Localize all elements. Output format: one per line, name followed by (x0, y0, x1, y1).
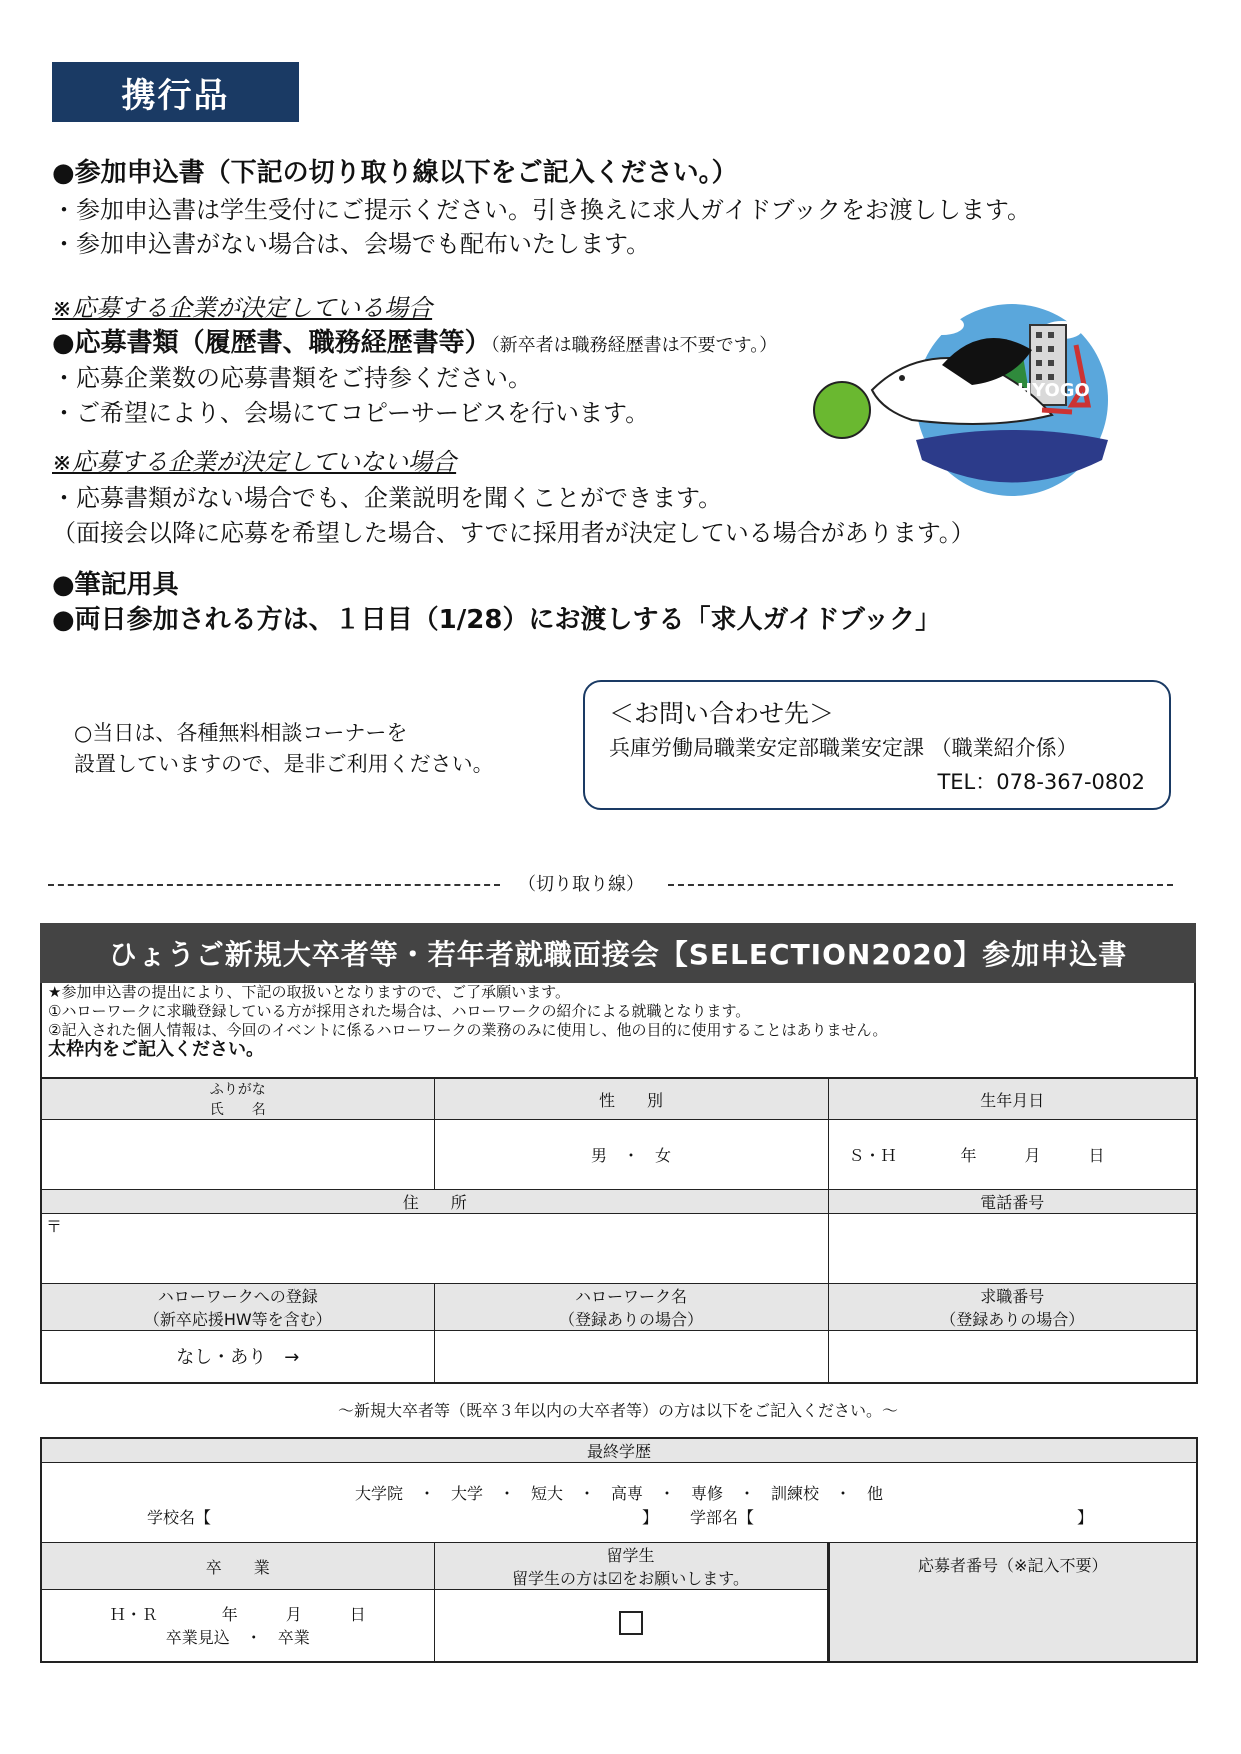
hw-name-sublabel: （登録ありの場合） (558, 1310, 703, 1329)
undecided-note: ※応募する企業が決定していない場合 (52, 448, 457, 476)
decided-note: ※応募する企業が決定している場合 (52, 294, 433, 322)
undecided-line-1: ・応募書類がない場合でも、企業説明を聞くことができます。 (52, 484, 723, 512)
job-no-header (828, 1284, 1197, 1331)
docs-line-1: ・応募企業数の応募書類をご持参ください。 (52, 364, 532, 392)
page-title: 携行品 (52, 62, 299, 122)
grad-header: 卒 業 (41, 1543, 434, 1590)
consult-line-1: ○当日は、各種無料相談コーナーを (74, 721, 408, 745)
phone-field[interactable] (828, 1214, 1197, 1284)
edu-header: 最終学歴 (41, 1438, 1197, 1463)
intl-checkbox-cell (434, 1590, 828, 1662)
form-note-1: ★参加申込書の提出により、下記の取扱いとなりますので、ご了承願います。 (48, 983, 570, 1001)
docs-line-2: ・ご希望により、会場にてコピーサービスを行います。 (52, 399, 650, 427)
hw-reg-label: ハローワークへの登録 (157, 1287, 318, 1306)
school-close: 】 (642, 1508, 659, 1527)
undecided-line-2: （面接会以降に応募を希望した場合、すでに採用者が決定している場合があります。） (52, 519, 975, 547)
hyogo-logo (792, 290, 1182, 500)
consult-note (74, 718, 494, 780)
address-field[interactable]: 〒 (41, 1214, 828, 1284)
faculty-label: 学部名【 (690, 1508, 755, 1527)
hw-reg-sublabel: （新卒応援HW等を含む） (143, 1310, 332, 1329)
stationery-item: ●筆記用具 (52, 570, 179, 600)
applicant-no-cell (828, 1543, 1197, 1662)
entry-form-heading: ●参加申込書（下記の切り取り線以下をご記入ください。） (52, 158, 738, 188)
job-no-field[interactable] (828, 1331, 1197, 1383)
applicant-no-label: 応募者番号（※記入不要） (918, 1556, 1108, 1575)
entry-form-line-1: ・参加申込書は学生受付にご提示ください。引き換えに求人ガイドブックをお渡しします。 (52, 196, 1031, 224)
graduate-note: ～新規大卒者等（既卒３年以内の大卒者等）の方は以下をご記入ください。～ (337, 1401, 898, 1420)
hw-reg-header (41, 1284, 434, 1331)
intl-label: 留学生 (606, 1546, 655, 1565)
job-no-label: 求職番号 (980, 1287, 1045, 1306)
both-days-item: ●両日参加される方は、１日目（1/28）にお渡しする「求人ガイドブック」 (52, 605, 942, 635)
job-no-sublabel: （登録ありの場合） (940, 1310, 1085, 1329)
edu-types: 大学院 ・ 大学 ・ 短大 ・ 高専 ・ 専修 ・ 訓練校 ・ 他 (355, 1484, 884, 1503)
phone-header: 電話番号 (828, 1190, 1197, 1214)
furigana-label: ふりがな (209, 1082, 266, 1098)
contact-box (583, 680, 1171, 810)
hw-name-field[interactable] (434, 1331, 828, 1383)
docs-subnote: （新卒者は職務経歴書は不要です。） (490, 335, 778, 356)
address-header: 住 所 (41, 1190, 828, 1214)
hw-name-label: ハローワーク名 (574, 1287, 687, 1306)
cut-line (48, 870, 1173, 900)
gender-header: 性 別 (434, 1078, 828, 1120)
contact-title: ＜お問い合わせ先＞ (609, 699, 835, 728)
education-table (40, 1437, 1198, 1663)
form-note-2: ①ハローワークに求職登録している方が採用された場合は、ハローワークの紹介による就職となります。 (48, 1002, 751, 1020)
form-note-4: 太枠内をご記入ください。 (48, 1039, 264, 1060)
intl-sublabel: 留学生の方は☑をお願いします。 (511, 1569, 750, 1588)
form-notes (40, 983, 1196, 1077)
grad-status: 卒業見込 ・ 卒業 (165, 1628, 310, 1648)
name-header (41, 1078, 434, 1120)
edu-field[interactable] (41, 1463, 1197, 1543)
gender-field[interactable]: 男 ・ 女 (434, 1120, 828, 1190)
cut-line-right (668, 884, 1173, 886)
contact-tel: TEL：078-367-0802 (937, 770, 1145, 794)
logo-text: HYOGO (1017, 380, 1090, 401)
school-label: 学校名【 (147, 1508, 212, 1527)
grad-date: Ｈ・Ｒ 年 月 日 (109, 1605, 366, 1625)
hw-reg-field[interactable]: なし・あり → (41, 1331, 434, 1383)
faculty-close: 】 (1077, 1508, 1094, 1527)
docs-heading: ●応募書類（履歴書、職務経歴書等） (52, 328, 491, 358)
entry-form-line-2: ・参加申込書がない場合は、会場でも配布いたします。 (52, 230, 651, 258)
birth-field[interactable]: Ｓ・Ｈ 年 月 日 (828, 1120, 1197, 1190)
intl-header (434, 1543, 828, 1590)
docs-heading-row (52, 322, 777, 359)
form-note-3: ②記入された個人情報は、今回のイベントに係るハローワークの業務のみに使用し、他の目的に使用することはありません。 (48, 1021, 888, 1039)
hw-name-header (434, 1284, 828, 1331)
contact-org: 兵庫労働局職業安定部職業安定課 （職業紹介係） (609, 736, 1078, 760)
name-label: 氏 名 (209, 1102, 266, 1118)
applicant-table (40, 1077, 1198, 1384)
cut-line-left (48, 884, 500, 886)
cut-line-label: （切り取り線） (518, 874, 644, 895)
intl-checkbox[interactable] (619, 1611, 643, 1635)
name-field[interactable] (41, 1120, 434, 1190)
grad-field[interactable] (41, 1590, 434, 1662)
birth-header: 生年月日 (828, 1078, 1197, 1120)
form-title: ひょうご新規大卒者等・若年者就職面接会【SELECTION2020】参加申込書 (40, 923, 1196, 983)
consult-line-2: 設置していますので、是非ご利用ください。 (74, 752, 494, 776)
